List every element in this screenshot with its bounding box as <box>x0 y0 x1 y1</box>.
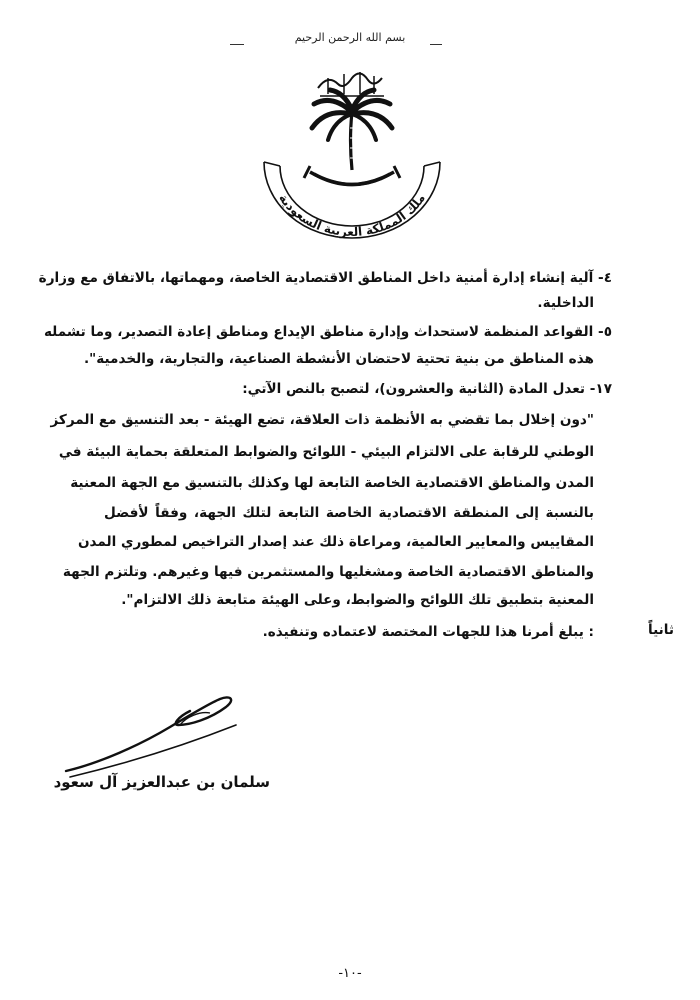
emblem-ring-text: ملك المملكة العربية السعودية <box>276 191 428 240</box>
item-4-number: ٤- <box>598 270 612 286</box>
header-dash-right <box>430 44 442 45</box>
item-4-line-2: الداخلية. <box>537 295 594 311</box>
quote-line-2: الوطني للرقابة على الالتزام البيئي - اللوائح والضوابط المتعلقة بحماية البيئة في <box>58 444 594 460</box>
quote-line-6: والمناطق الاقتصادية الخاصة ومشغليها والمستثمرين فيها وغيرهم. وتلتزم الجهة <box>62 564 594 580</box>
page-number: -١٠- <box>338 966 362 981</box>
quote-line-5: المقاييس والمعايير العالمية، ومراعاة ذلك عند إصدار التراخيص لمطوري المدن <box>77 534 594 550</box>
item-17-number: ١٧- <box>589 381 612 397</box>
basmala: بسم الله الرحمن الرحيم <box>294 31 406 44</box>
signature-icon <box>60 685 250 785</box>
header-dash-left <box>230 44 244 45</box>
saudi-emblem-icon <box>258 58 446 242</box>
quote-line-4: بالنسبة إلى المنطقة الاقتصادية الخاصة التابعة لتلك الجهة، وفقاً لأفضل <box>104 505 594 521</box>
second-text: : يبلغ أمرنا هذا للجهات المختصة لاعتماده وتنفيذه. <box>262 624 594 640</box>
item-17-line: ١٧- تعدل المادة (الثانية والعشرون)، لتصبح بالنص الآتي: <box>242 381 612 397</box>
emblem-inscription: لا إله إلا الله محمد رسول الله <box>339 68 352 69</box>
quote-line-1: "دون إخلال بما تقضي به الأنظمة ذات العلاقة، تضع الهيئة - بعد التنسيق مع المركز <box>50 412 594 428</box>
svg-text:ملك المملكة العربية السعودية <box>276 191 428 239</box>
item-5-number: ٥- <box>598 324 612 340</box>
second-label: ثانياً <box>648 622 674 638</box>
item-4-line-1: ٤- آلية إنشاء إدارة أمنية داخل المناطق الاقتصادية الخاصة، ومهماتها، بالاتفاق مع وزارة <box>38 270 612 286</box>
quote-line-3: المدن والمناطق الاقتصادية الخاصة التابعة لها وكذلك بالتنسيق مع الجهة المعنية <box>70 475 594 491</box>
item-5-line-2: هذه المناطق من بنية تحتية لاحتضان الأنشطة الصناعية، والتجارية، والخدمية". <box>84 351 594 367</box>
signer-name: سلمان بن عبدالعزيز آل سعود <box>53 773 270 791</box>
item-5-line-1: ٥- القواعد المنظمة لاستحداث وإدارة مناطق الإيداع ومناطق إعادة التصدير، وما تشمله <box>43 324 612 340</box>
quote-line-7: المعنية بتطبيق تلك اللوائح والضوابط، وعلى الهيئة متابعة ذلك الالتزام". <box>121 592 594 608</box>
